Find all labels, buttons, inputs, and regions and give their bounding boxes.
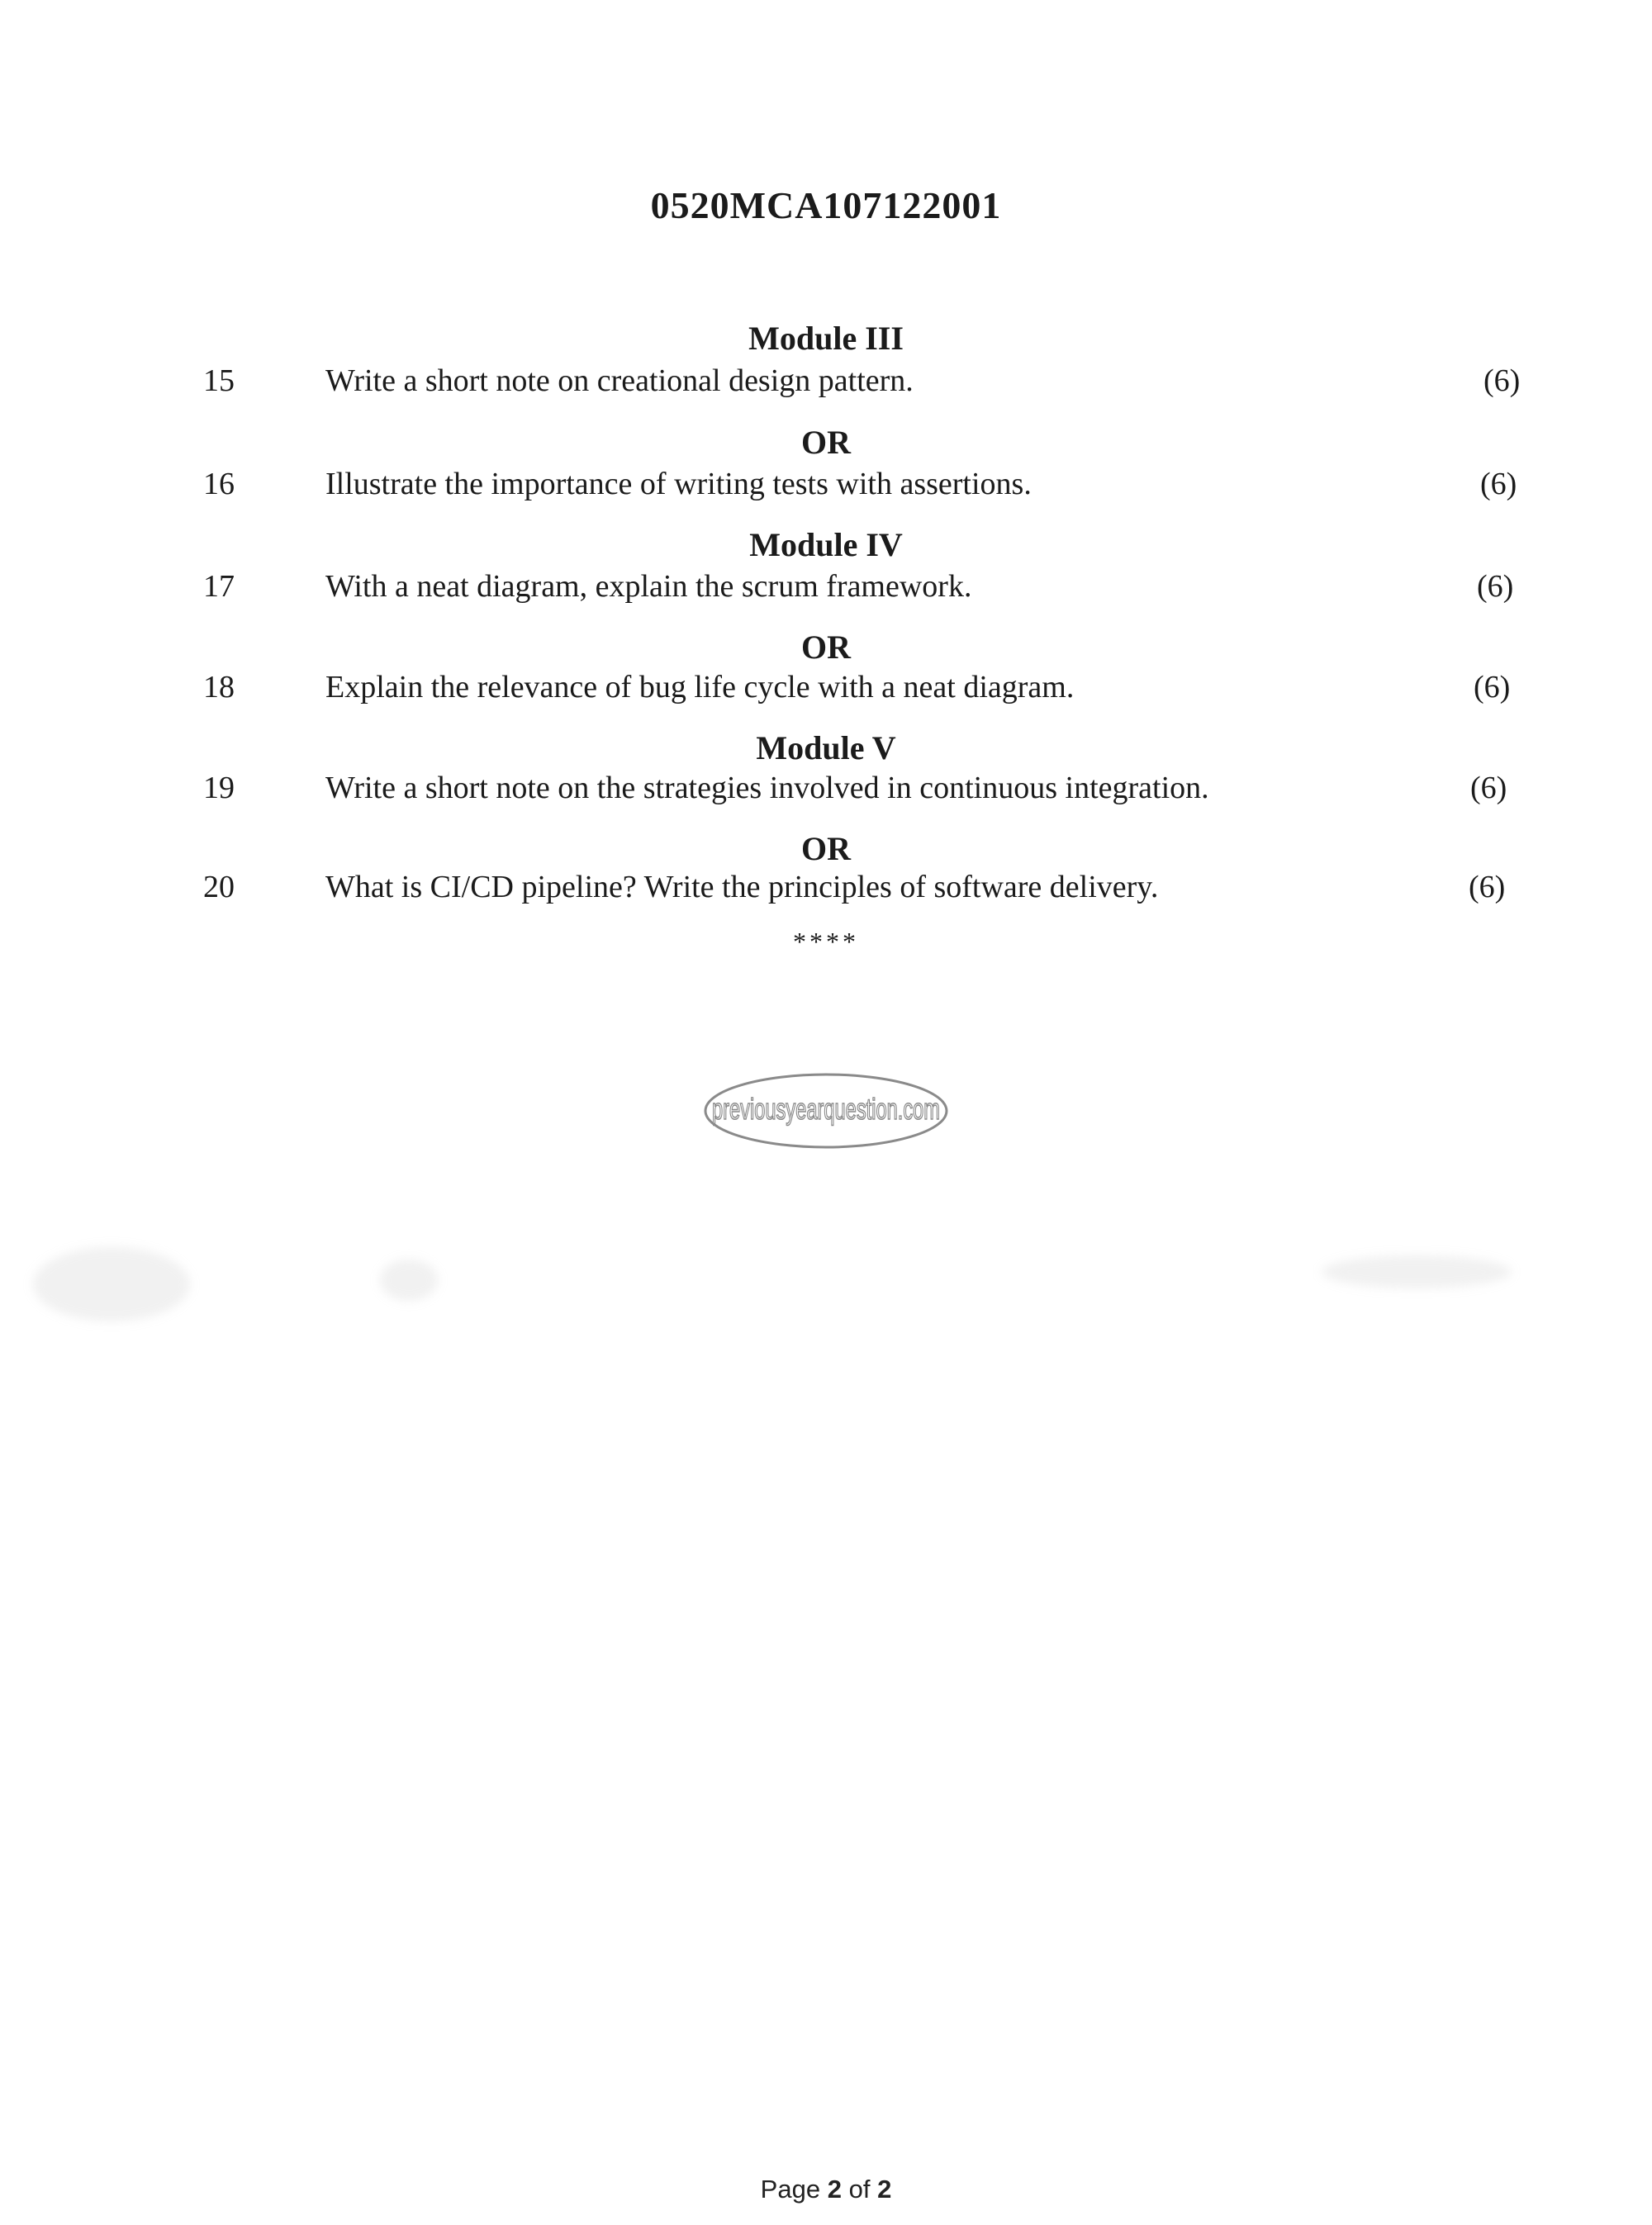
question-marks: (6) (1483, 363, 1521, 398)
page-of: of (848, 2175, 871, 2204)
question-marks: (6) (1480, 467, 1517, 501)
page-current: 2 (827, 2175, 842, 2204)
section-heading-module-iii: Module III (748, 320, 904, 357)
question-text: Explain the relevance of bug life cycle with a neat diagram. (325, 670, 1075, 705)
section-heading-module-v: Module V (756, 729, 896, 766)
document-code: 0520MCA107122001 (650, 184, 1002, 226)
question-marks: (6) (1469, 870, 1506, 904)
question-number: 16 (203, 467, 235, 501)
question-number: 17 (203, 569, 235, 604)
watermark-logo (702, 1070, 950, 1152)
question-text: What is CI/CD pipeline? Write the principles of software delivery. (325, 870, 1159, 904)
question-number: 19 (203, 771, 235, 805)
scan-smudge (1322, 1255, 1512, 1288)
page-footer (0, 2175, 1652, 2204)
question-number: 20 (203, 870, 235, 904)
page-label: Page (760, 2175, 821, 2204)
question-marks: (6) (1474, 670, 1511, 705)
section-heading-module-iv: Module IV (749, 526, 903, 563)
watermark-text: previousyearquestion.com (712, 1092, 940, 1126)
scan-smudge (33, 1247, 190, 1321)
question-text: Illustrate the importance of writing tests with assertions. (325, 467, 1032, 501)
section-heading-or: OR (801, 830, 851, 867)
question-marks: (6) (1477, 569, 1514, 604)
question-number: 15 (203, 363, 235, 398)
page-total: 2 (877, 2175, 892, 2204)
question-text: Write a short note on the strategies involved in continuous integration. (325, 771, 1209, 805)
question-number: 18 (203, 670, 235, 705)
scan-smudge (380, 1260, 438, 1301)
question-marks: (6) (1470, 771, 1507, 805)
question-text: With a neat diagram, explain the scrum framework. (325, 569, 972, 604)
section-heading-or: OR (801, 424, 851, 461)
section-heading-or: OR (801, 629, 851, 666)
end-of-paper-mark: **** (793, 927, 859, 956)
question-text: Write a short note on creational design pattern. (325, 363, 914, 398)
